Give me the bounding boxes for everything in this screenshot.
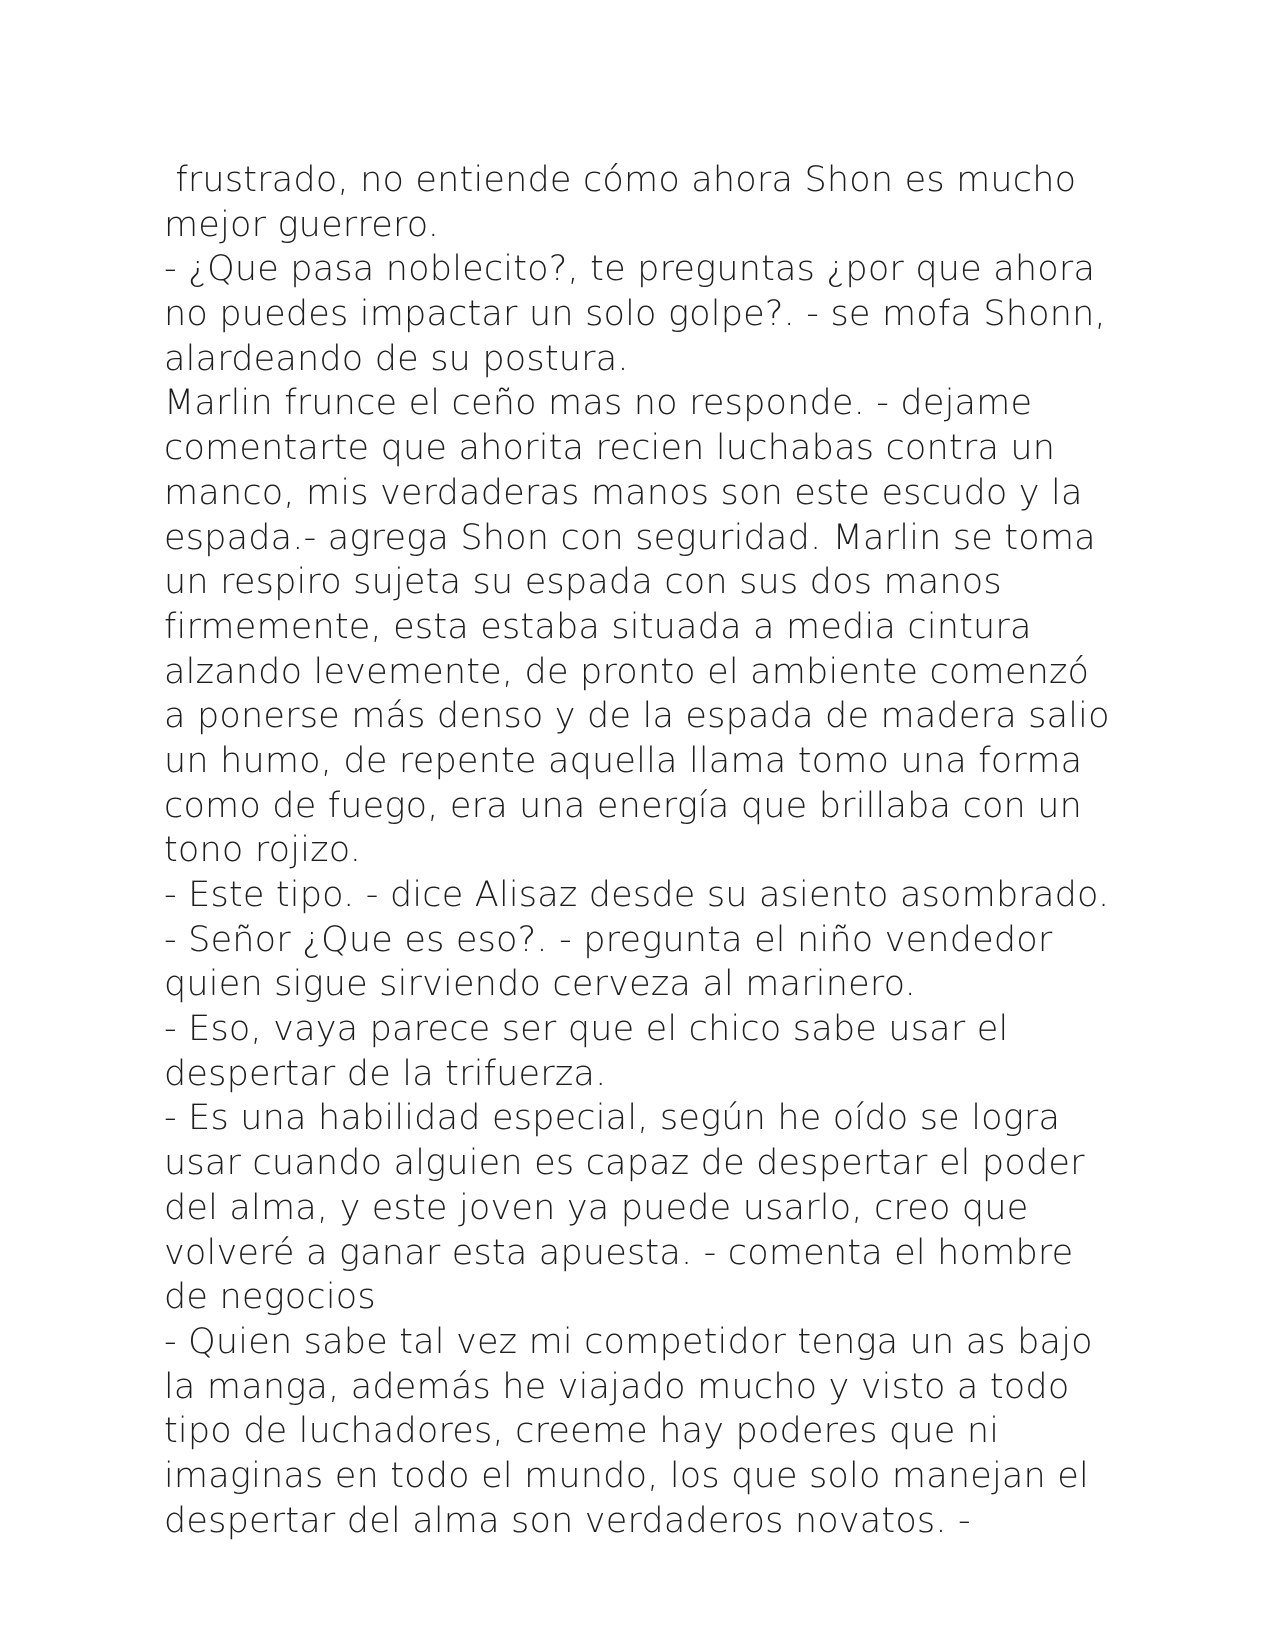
text-line: - Este tipo. - dice Alisaz desde su asiento asombrado. bbox=[164, 875, 1110, 915]
text-line: como de fuego, era una energía que brillaba con un bbox=[164, 785, 1083, 826]
text-line: volveré a ganar esta apuesta. - comenta el hombre bbox=[164, 1232, 1074, 1273]
text-line: no puedes impactar un solo golpe?. - se mofa Shonn, bbox=[164, 294, 1106, 335]
text-line: mejor guerrero. bbox=[164, 204, 440, 245]
text-line: - ¿Que pasa noblecito?, te preguntas ¿por que ahora bbox=[164, 249, 1096, 290]
text-line: despertar de la trifuerza. bbox=[164, 1053, 607, 1094]
text-line: - Quien sabe tal vez mi competidor tenga un as bajo bbox=[164, 1321, 1093, 1362]
body-text bbox=[164, 158, 1164, 1543]
text-line: frustrado, no entiende cómo ahora Shon es mucho bbox=[164, 160, 1077, 200]
text-line: manco, mis verdaderas manos son este escudo y la bbox=[164, 472, 1083, 513]
text-line: comentarte que ahorita recien luchabas contra un bbox=[164, 428, 1056, 469]
text-line: - Señor ¿Que es eso?. - pregunta el niño vendedor bbox=[164, 919, 1053, 960]
text-line: firmemente, esta estaba situada a media cintura bbox=[164, 606, 1032, 647]
text-line: usar cuando alguien es capaz de despertar el poder bbox=[164, 1143, 1085, 1184]
text-line: a ponerse más denso y de la espada de madera salio bbox=[164, 696, 1110, 737]
text-line: tono rojizo. bbox=[164, 830, 362, 871]
text-line: quien sigue sirviendo cerveza al marinero. bbox=[164, 964, 916, 1005]
text-line: - Eso, vaya parece ser que el chico sabe usar el bbox=[164, 1009, 1009, 1050]
text-line: un humo, de repente aquella llama tomo una forma bbox=[164, 740, 1083, 781]
text-line: - Es una habilidad especial, según he oído se logra bbox=[164, 1098, 1061, 1139]
text-line: la manga, además he viajado mucho y visto a todo bbox=[164, 1366, 1070, 1407]
text-line: alzando levemente, de pronto el ambiente comenzó bbox=[164, 651, 1090, 692]
text-line: un respiro sujeta su espada con sus dos manos bbox=[164, 562, 1002, 603]
text-line: de negocios bbox=[164, 1277, 376, 1318]
text-line: del alma, y este joven ya puede usarlo, creo que bbox=[164, 1187, 1029, 1228]
text-line: imaginas en todo el mundo, los que solo manejan el bbox=[164, 1455, 1089, 1496]
text-line: tipo de luchadores, creeme hay poderes que ni bbox=[164, 1411, 1000, 1452]
text-line: despertar del alma son verdaderos novatos. - bbox=[164, 1500, 971, 1541]
text-line: alardeando de su postura. bbox=[164, 338, 629, 379]
text-line: Marlin frunce el ceño mas no responde. - dejame bbox=[164, 383, 1033, 424]
text-line: espada.- agrega Shon con seguridad. Marlin se toma bbox=[164, 517, 1096, 558]
